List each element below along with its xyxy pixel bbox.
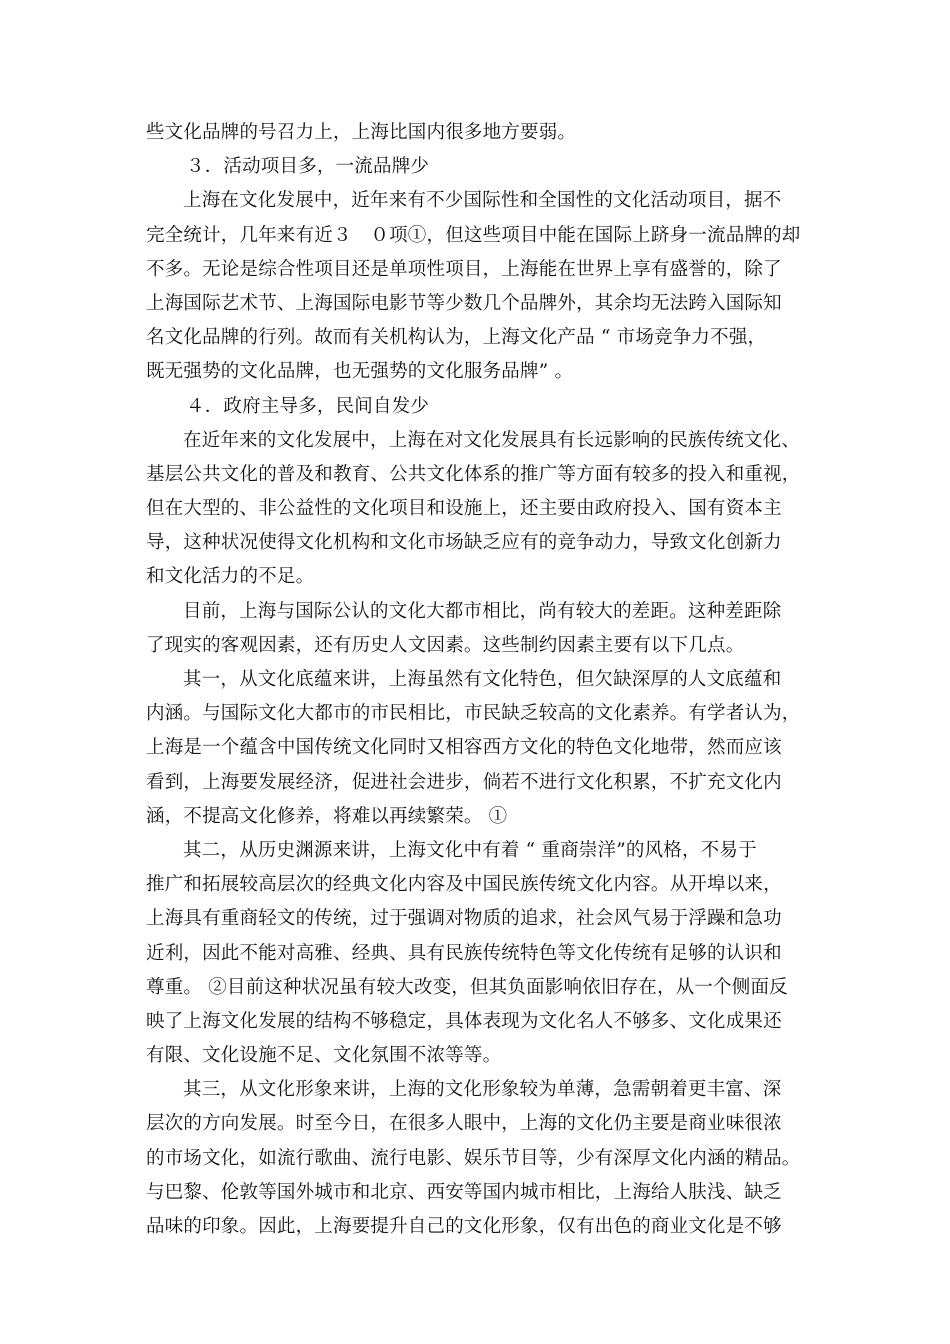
text-line: 在近年来的文化发展中，上海在对文化发展具有长远影响的民族传统文化、 — [183, 429, 801, 451]
text-line: 目前，上海与国际公认的文化大都市相比，尚有较大的差距。这种差距除 — [183, 600, 782, 622]
text-line: 层次的方向发展。时至今日，在很多人眼中，上海的文化仍主要是商业味很浓 — [146, 1113, 782, 1135]
text-line: 有限、文化设施不足、文化氛围不浓等等。 — [146, 1045, 502, 1067]
section-heading: ４．政府主导多，民间自发少 — [186, 395, 430, 417]
text-line: 但在大型的、非公益性的文化项目和设施上，还主要由政府投入、国有资本主 — [146, 498, 782, 520]
text-line: 上海国际艺术节、上海国际电影节等少数几个品牌外，其余均无法跨入国际知 — [146, 292, 782, 314]
text-line: 与巴黎、伦敦等国外城市和北京、西安等国内城市相比，上海给人肤浅、缺乏 — [146, 1181, 782, 1203]
text-line: 完全统计，几年来有近３ ０项①，但这些项目中能在国际上跻身一流品牌的却 — [146, 224, 801, 246]
text-line: 上海在文化发展中，近年来有不少国际性和全国性的文化活动项目，据不 — [183, 190, 782, 212]
document-body — [146, 116, 806, 1244]
section-heading: ３．活动项目多，一流品牌少 — [186, 156, 430, 178]
text-line: 尊重。 ②目前这种状况虽有较大改变，但其负面影响依旧存在，从一个侧面反 — [146, 976, 788, 998]
text-line: 导，这种状况使得文化机构和文化市场缺乏应有的竞争动力，导致文化创新力 — [146, 532, 782, 554]
text-line: 看到，上海要发展经济，促进社会进步，倘若不进行文化积累，不扩充文化内 — [146, 771, 782, 793]
text-line: 涵，不提高文化修养，将难以再续繁荣。 ① — [146, 805, 508, 827]
text-line: 映了上海文化发展的结构不够稳定，具体表现为文化名人不够多、文化成果还 — [146, 1010, 782, 1032]
text-line: 和文化活力的不足。 — [146, 566, 315, 588]
text-line: 其一，从文化底蕴来讲，上海虽然有文化特色，但欠缺深厚的人文底蕴和 — [183, 669, 782, 690]
text-line: 其三，从文化形象来讲，上海的文化形象较为单薄，急需朝着更丰富、深 — [183, 1079, 782, 1101]
text-line: 上海是一个蕴含中国传统文化同时又相容西方文化的特色文化地带，然而应该 — [146, 737, 782, 759]
text-line: 名文化品牌的行列。故而有关机构认为，上海文化产品 “ 市场竞争力不强， — [146, 327, 767, 349]
text-line: 的市场文化，如流行歌曲、流行电影、娱乐节目等，少有深厚文化内涵的精品。 — [146, 1147, 801, 1169]
text-line: 内涵。与国际文化大都市的市民相比，市民缺乏较高的文化素养。有学者认为， — [146, 703, 801, 725]
text-line: 基层公共文化的普及和教育、公共文化体系的推广等方面有较多的投入和重视， — [146, 463, 801, 485]
text-line: 其二，从历史渊源来讲，上海文化中有着 “ 重商崇洋”的风格，不易于 — [183, 839, 757, 861]
text-line: 些文化品牌的号召力上，上海比国内很多地方要弱。 — [146, 122, 577, 143]
text-line: 不多。无论是综合性项目还是单项性项目，上海能在世界上享有盛誉的，除了 — [146, 258, 782, 280]
text-line: 上海具有重商轻文的传统，过于强调对物质的追求，社会风气易于浮躁和急功 — [146, 908, 782, 930]
text-line: 推广和拓展较高层次的经典文化内容及中国民族传统文化内容。从开埠以来， — [146, 874, 782, 896]
text-line: 既无强势的文化品牌，也无强势的文化服务品牌” 。 — [146, 361, 574, 383]
text-line: 品味的印象。因此，上海要提升自己的文化形象，仅有出色的商业文化是不够 — [146, 1216, 782, 1237]
text-line: 近利，因此不能对高雅、经典、具有民族传统特色等文化传统有足够的认识和 — [146, 942, 782, 964]
text-line: 了现实的客观因素，还有历史人文因素。这些制约因素主要有以下几点。 — [146, 634, 745, 656]
